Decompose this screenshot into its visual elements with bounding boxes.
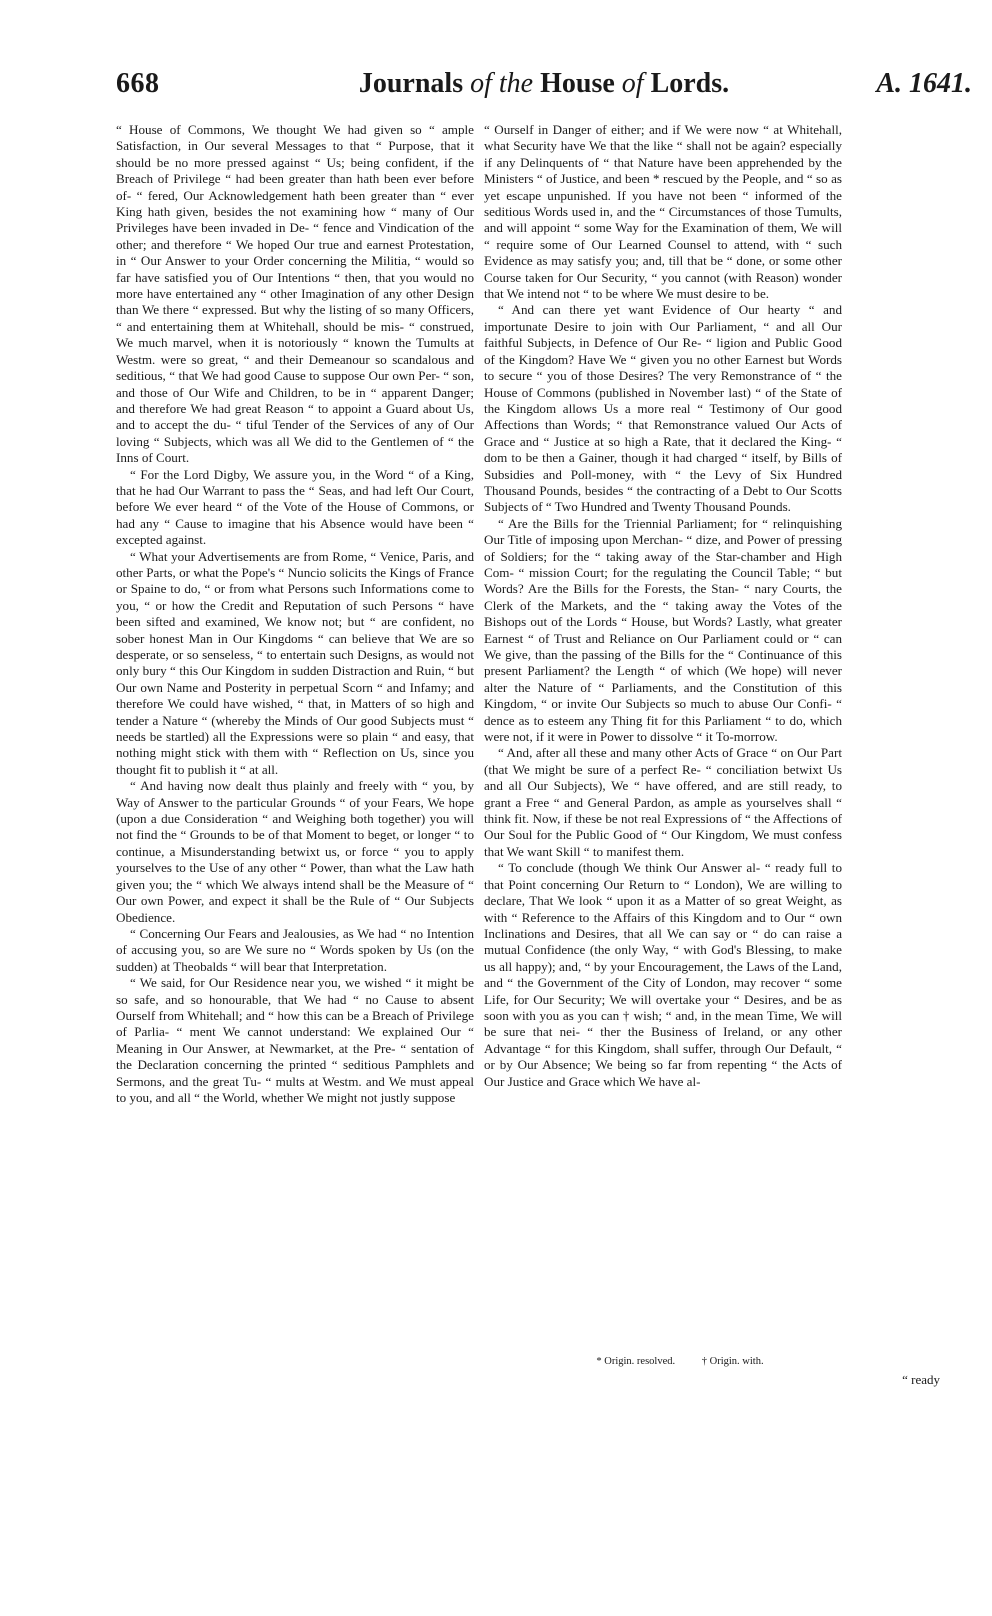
catchword: “ ready bbox=[902, 1372, 940, 1387]
footnote-1: * Origin. resolved. bbox=[596, 1356, 676, 1367]
paragraph: “ To conclude (though We think Our Answer al- “ ready full to that Point concerning Our Return to “ London), We are willing to declare, That We look “ upon it as a Matter of so great Weight, as with “ Reference to the Affairs of this Kingdom and to Our “ own Inclinations and Desires, that all We can say or “ do can raise a mutual Confidence (the only Way, “ with God's Blessing, to make us all happy); and, “ by your Encouragement, the Laws of the Land, and “ the Government of the City of London, may recover “ some Life, for Our Security; We will overtake your “ Desires, and be as soon with you as you can † wish; “ and, in the mean Time, We will be sure that nei- “ ther the Business of Ireland, or any other Advantage “ for this Kingdom, shall suffer, through Our Default, “ or by Our Absence; We being so far from repenting “ the Acts of Our Justice and Grace which We have al- bbox=[484, 860, 842, 1089]
paragraph: “ For the Lord Digby, We assure you, in the Word “ of a King, that he had Our Warrant to pass the “ Seas, and had left Our Court, before We ever heard “ of the Vote of the House of Commons, or had any “ Cause to imagine that his Absence would have been “ excepted against. bbox=[116, 466, 474, 548]
paragraph: “ Concerning Our Fears and Jealousies, as We had “ no Intention of accusing you, so are We sure no “ Words spoken by Us (on the sudden) at Theobalds “ will bear that Interpretation. bbox=[116, 925, 474, 974]
paragraph: “ Are the Bills for the Triennial Parliament; for “ relinquishing Our Title of imposing upon Merchan- “ dize, and Power of pressing of Soldiers; for the “ taking away of the Star-chamber and High Com- “ mission Court; for the regulating the Council Table; “ but Words? Are the Bills for the Forests, the Stan- “ nary Courts, the Clerk of the Markets, and the “ taking away the Votes of the Bishops out of the Lords “ House, but Words? Lastly, what greater Earnest “ of Trust and Reliance on Our Parliament could or “ can We give, than the passing of the Bills for the “ Continuance of this present Parliament? the Length “ of which (We hope) will never alter the Nature of “ Parliaments, and the Constitution of this Kingdom, “ or invite Our Subjects so much to abuse Our Confi- “ dence as to esteem any Thing fit for this Parliament “ to do, which were not, if it were in Power to dissolve “ it To-morrow. bbox=[484, 515, 842, 745]
left-column bbox=[116, 122, 474, 1398]
paragraph: “ House of Commons, We thought We had given so “ ample Satisfaction, in Our several Messages to that “ Purpose, that it should be no more pressed against “ Us; being confident, if the Breach of Privilege “ had been greater than hath been ever before of- “ fered, Our Acknowledgement hath been greater than “ ever King hath given, besides the not examining how “ many of Our Privileges have been invaded in De- “ fence and Vindication of the other; and therefore “ We hoped Our true and earnest Protestation, in “ Our Answer to your Order concerning the Militia, “ would so far have satisfied you of Our Intentions “ then, that you would no more have entertained any “ other Imagination of any other Design than We there “ expressed. But why the listing of so many Officers, “ and entertaining them at Whitehall, should be mis- “ construed, We much marvel, when it is notoriously “ known the Tumults at Westm. were so great, “ and their Demeanour so scandalous and seditious, “ that We had good Cause to suppose Our own Per- “ son, and those of Our Wife and Children, to be in “ apparent Danger; and therefore We had great Reason “ to appoint a Guard about Us, and to accept the du- “ tiful Tender of the Services of any of Our loving “ Subjects, which was all We did to the Gentlemen of “ the Inns of Court. bbox=[116, 122, 474, 466]
page-header bbox=[116, 68, 972, 108]
year-heading: A. 1641. bbox=[876, 68, 972, 99]
paragraph: “ And having now dealt thus plainly and freely with “ you, by Way of Answer to the particular Grounds “ of your Fears, We hope (upon a due Consideration “ and Weighing both together) you will not find the “ Grounds to be of that Moment to beget, or longer “ to continue, a Misunderstanding betwixt us, or force “ you to apply yourselves to the Use of any other “ Power, than what the Law hath given you; the “ which We always intend shall be the Measure of “ Our own Power, and expect it shall be the Rule of “ Our Subjects Obedience. bbox=[116, 778, 474, 925]
page-number: 668 bbox=[116, 68, 160, 99]
footnotes bbox=[540, 1356, 820, 1367]
paragraph: “ We said, for Our Residence near you, we wished “ it might be so safe, and so honourable, that We had “ no Cause to absent Ourself from Whitehall; and “ how this can be a Breach of Privilege of Parlia- “ ment We cannot understand: We explained Our “ Meaning in Our Answer, at Newmarket, at the Pre- “ sentation of the Declaration concerning the printed “ seditious Pamphlets and Sermons, and the great Tu- “ mults at Westm. and We must appeal to you, and all “ the World, whether We might not justly suppose bbox=[116, 975, 474, 1105]
paragraph: “ And can there yet want Evidence of Our hearty “ and importunate Desire to join with Our Parliament, “ and all Our faithful Subjects, in Defence of Our Re- “ ligion and Public Good of the Kingdom? Have We “ given you no other Earnest but Words to secure “ you of those Desires? The very Remonstrance of “ the House of Commons (published in November last) “ of the State of the Kingdom allows Us a more real “ Testimony of Our good Affections than Words; “ that Remonstrance valued Our Acts of Grace and “ Justice at so high a Rate, that it declared the King- “ dom to be then a Gainer, though it had charged “ itself, by Bills of Subsidies and Poll-money, with “ the Levy of Six Hundred Thousand Pounds, besides “ the contracting of a Debt to Our Scotts Subjects of “ Two Hundred and Twenty Thousand Pounds. bbox=[484, 302, 842, 515]
running-title: Journals of the House of Lords. bbox=[358, 68, 730, 99]
paragraph: “ Ourself in Danger of either; and if We were now “ at Whitehall, what Security have We that the like “ shall not be again? especially if any Delinquents of “ that Nature have been apprehended by the Ministers “ of Justice, and been * rescued by the People, and “ so as yet escape unpunished. If you have not been “ informed of the seditious Words used in, and the “ Circumstances of those Tumults, and will appoint “ some Way for the Examination of them, We will “ require some of Our Learned Counsel to attend, with “ such Evidence as may satisfy you; and, till that be “ done, or some other Course taken for Our Security, “ you cannot (with Reason) wonder that We intend not “ to be where We must desire to be. bbox=[484, 122, 842, 302]
right-column bbox=[484, 122, 842, 1350]
footnote-2: † Origin. with. bbox=[701, 1356, 764, 1367]
paragraph: “ What your Advertisements are from Rome, “ Venice, Paris, and other Parts, or what the Pope's “ Nuncio solicits the Kings of France or Spaine to do, “ or from what Persons such Informations come to you, “ or how the Credit and Reputation of such Persons “ have been sifted and examined, We know not; but “ are confident, no sober honest Man in Our Kingdoms “ can believe that We are so desperate, or so senseless, “ to entertain such Designs, as would not only bury “ this Our Kingdom in sudden Distraction and Ruin, “ but Our own Name and Posterity in perpetual Scorn “ and Infamy; and therefore We could have wished, “ that, in Matters of so high and tender a Nature “ (whereby the Minds of Our good Subjects must “ needs be startled) all the Expressions were so plain “ and easy, that nothing might stick with them with “ Reflection on Us, since you thought fit to publish it “ at all. bbox=[116, 548, 474, 777]
paragraph: “ And, after all these and many other Acts of Grace “ on Our Part (that We might be sure of a perfect Re- “ conciliation betwixt Us and all Our Subjects), We “ have offered, and are still ready, to grant a Free “ and General Pardon, as ample as yourselves shall “ think fit. Now, if these be not real Expressions of “ the Affections of Our Soul for the Public Good of “ Our Kingdom, We must confess that We want Skill “ to manifest them. bbox=[484, 745, 842, 859]
